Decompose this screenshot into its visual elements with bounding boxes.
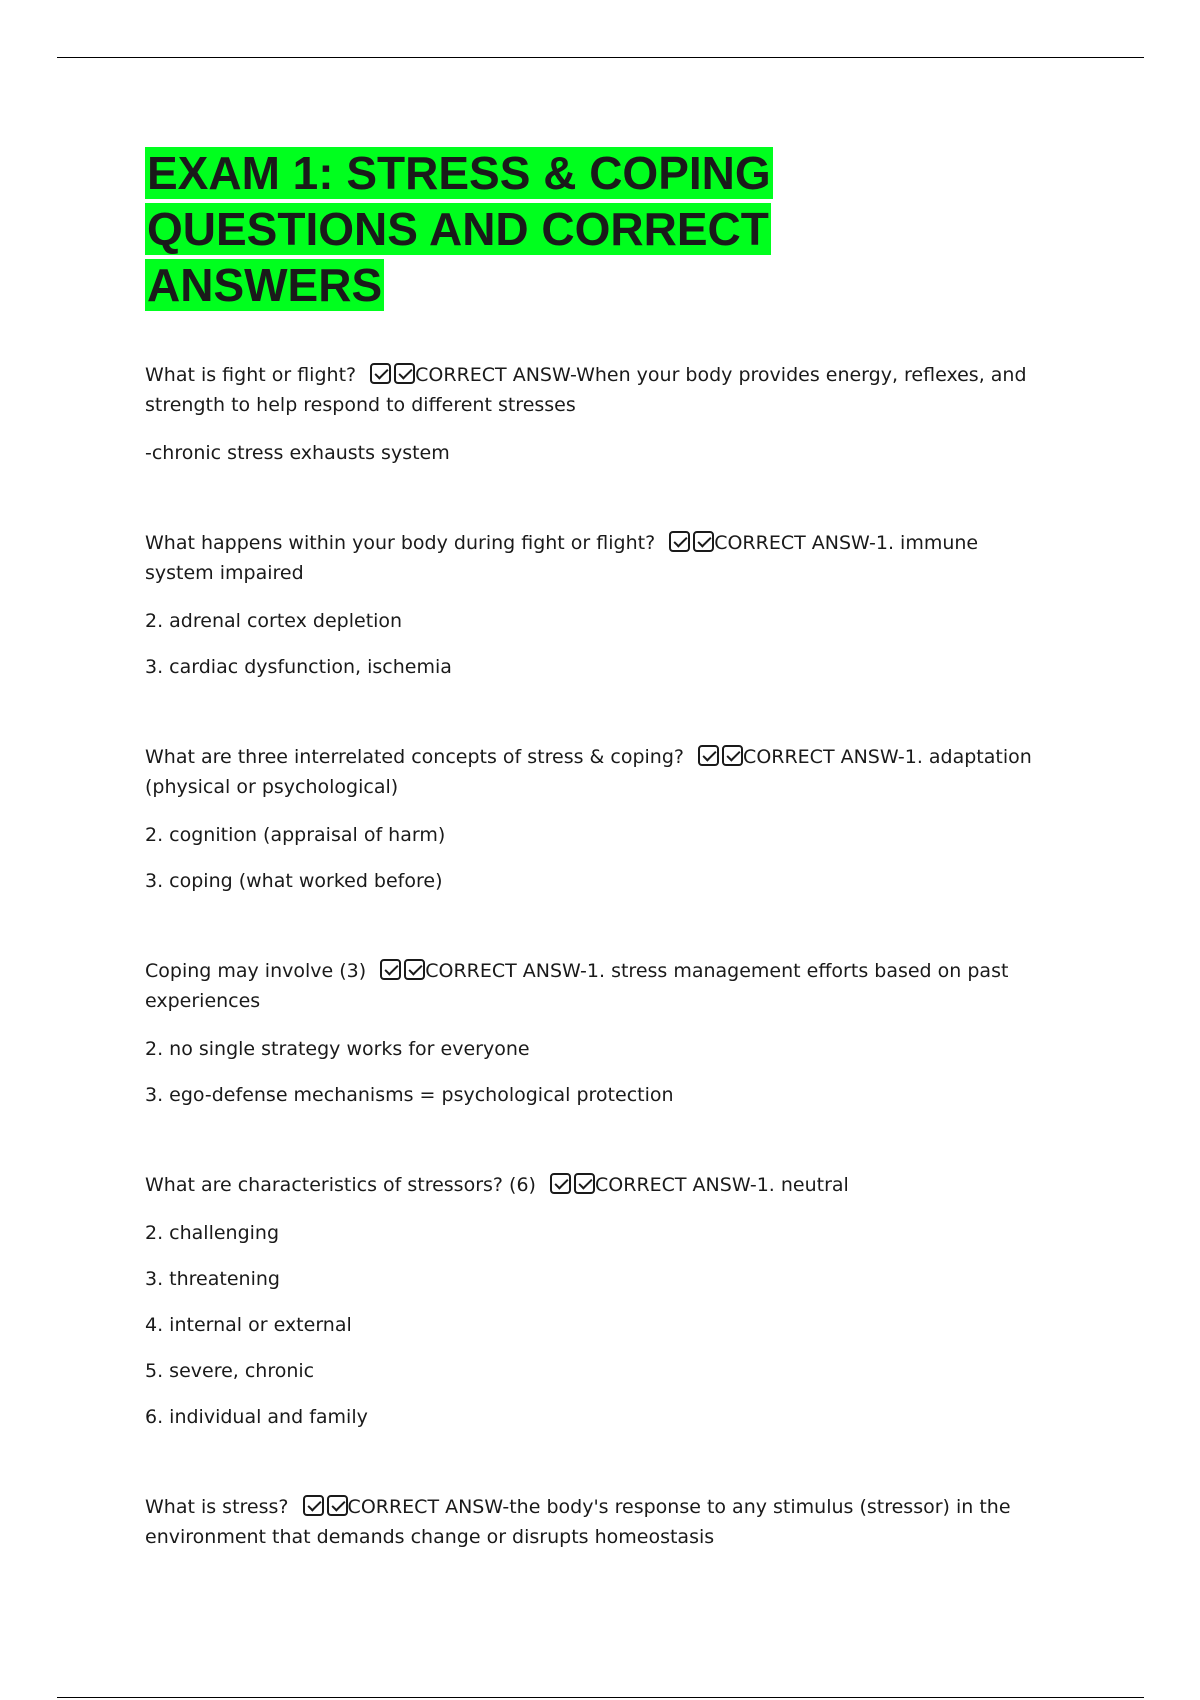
question-text: What happens within your body during fight or flight? bbox=[145, 532, 656, 554]
answer-line: 2. challenging bbox=[145, 1222, 280, 1244]
top-rule bbox=[57, 57, 1144, 58]
answer-line: 2. adrenal cortex depletion bbox=[145, 610, 403, 632]
answer-line: 4. internal or external bbox=[145, 1314, 352, 1336]
question-line bbox=[145, 360, 1045, 420]
answer-marker bbox=[542, 1174, 595, 1196]
checkbox-icon bbox=[404, 959, 425, 980]
answer-marker bbox=[295, 1496, 348, 1518]
qa-item bbox=[145, 1170, 1045, 1430]
answer-text: CORRECT ANSW-1. adaptation (physical or psychological) bbox=[145, 746, 1032, 798]
answer-marker bbox=[690, 746, 743, 768]
answer-text: CORRECT ANSW-the body's response to any stimulus (stressor) in the environment that demands change or disrupts homeostasis bbox=[145, 1496, 1011, 1548]
checkbox-icon bbox=[550, 1173, 571, 1194]
qa-item bbox=[145, 360, 1045, 466]
answer-marker bbox=[362, 364, 415, 386]
bottom-rule bbox=[57, 1697, 1144, 1698]
answer-line: 3. threatening bbox=[145, 1268, 280, 1290]
document-body bbox=[145, 145, 1045, 1552]
answer-marker bbox=[661, 532, 714, 554]
checkbox-icon bbox=[370, 363, 391, 384]
answer-line: 6. individual and family bbox=[145, 1406, 368, 1428]
checkbox-icon bbox=[698, 745, 719, 766]
answer-line: 5. severe, chronic bbox=[145, 1360, 315, 1382]
qa-item bbox=[145, 742, 1045, 894]
answer-line: 3. ego-defense mechanisms = psychological protection bbox=[145, 1084, 674, 1106]
answer-text: CORRECT ANSW-1. stress management efforts based on past experiences bbox=[145, 960, 1009, 1012]
answer-line: -chronic stress exhausts system bbox=[145, 442, 450, 464]
page-title bbox=[145, 145, 845, 313]
question-line bbox=[145, 1492, 1045, 1552]
checkbox-icon bbox=[380, 959, 401, 980]
answer-line: 3. cardiac dysfunction, ischemia bbox=[145, 656, 452, 678]
highlighted-title-text: EXAM 1: STRESS & COPING QUESTIONS AND CORRECT ANSWERS bbox=[147, 147, 771, 311]
checkbox-icon bbox=[327, 1495, 348, 1516]
checkbox-icon bbox=[303, 1495, 324, 1516]
question-line bbox=[145, 956, 1045, 1016]
question-line bbox=[145, 528, 1045, 588]
checkbox-icon bbox=[574, 1173, 595, 1194]
question-text: What is stress? bbox=[145, 1496, 289, 1518]
answer-line: 3. coping (what worked before) bbox=[145, 870, 443, 892]
answer-text: CORRECT ANSW-When your body provides energy, reflexes, and strength to help respond to different stresses bbox=[145, 364, 1027, 416]
checkbox-icon bbox=[669, 531, 690, 552]
question-text: What are characteristics of stressors? (6) bbox=[145, 1174, 536, 1196]
answer-text: CORRECT ANSW-1. immune system impaired bbox=[145, 532, 979, 584]
answer-line: 2. no single strategy works for everyone bbox=[145, 1038, 530, 1060]
qa-item bbox=[145, 1492, 1045, 1552]
qa-list bbox=[145, 360, 1045, 1552]
answer-text: CORRECT ANSW-1. neutral bbox=[595, 1174, 849, 1196]
question-text: What is fight or flight? bbox=[145, 364, 357, 386]
answer-marker bbox=[372, 960, 425, 982]
question-line bbox=[145, 1170, 1045, 1200]
question-text: What are three interrelated concepts of stress & coping? bbox=[145, 746, 684, 768]
checkbox-icon bbox=[394, 363, 415, 384]
qa-item bbox=[145, 528, 1045, 680]
checkbox-icon bbox=[693, 531, 714, 552]
checkbox-icon bbox=[722, 745, 743, 766]
qa-item bbox=[145, 956, 1045, 1108]
question-text: Coping may involve (3) bbox=[145, 960, 367, 982]
answer-line: 2. cognition (appraisal of harm) bbox=[145, 824, 446, 846]
question-line bbox=[145, 742, 1045, 802]
